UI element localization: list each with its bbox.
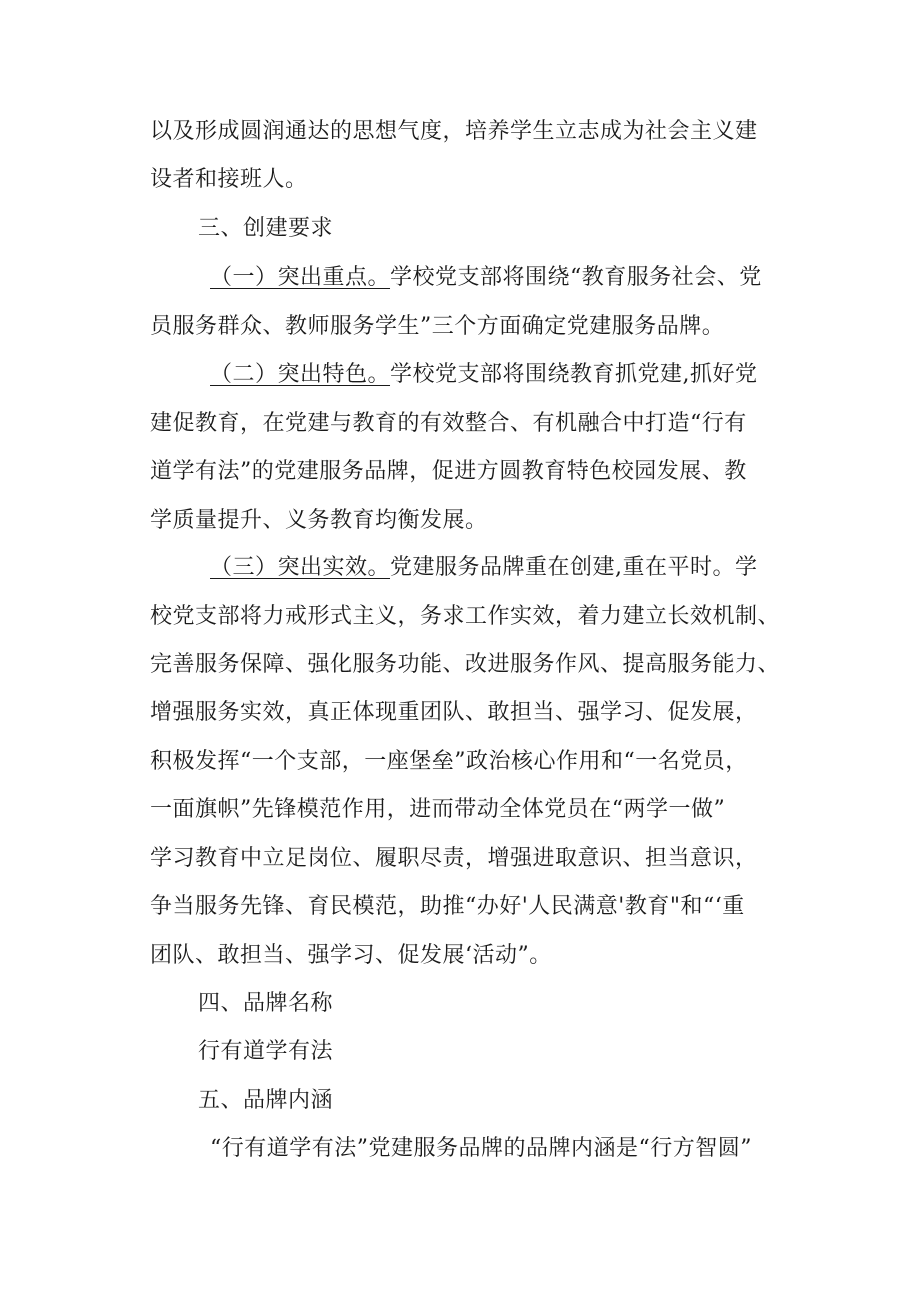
paragraph-text: 党建服务品牌重在创建,重在平时。学 (390, 555, 758, 580)
section-heading-4: 四、品牌名称 (198, 991, 334, 1016)
paragraph-line (210, 361, 758, 389)
paragraph-line: 团队、敢担当、强学习、促发展‘活动”。 (150, 943, 552, 968)
subheading-1: （一）突出重点。 (210, 265, 391, 290)
paragraph-line: 建促教育，在党建与教育的有效整合、有机融合中打造“行有 (150, 411, 747, 436)
paragraph-line (210, 264, 762, 292)
paragraph-line: 校党支部将力戒形式主义，务求工作实效，着力建立长效机制、 (150, 604, 781, 629)
paragraph-line: 完善服务保障、强化服务功能、改进服务作风、提高服务能力、 (150, 652, 781, 677)
paragraph-line: 设者和接班人。 (150, 167, 308, 192)
paragraph-text: 学校党支部将围绕“教育服务社会、党 (390, 265, 762, 290)
paragraph-line: 争当服务先锋、育民模范，助推“办好'人民满意'教育"和“‘重 (150, 894, 745, 919)
paragraph-line: 以及形成圆润通达的思想气度，培养学生立志成为社会主义建 (150, 119, 758, 144)
paragraph-text: 学校党支部将围绕教育抓党建,抓好党 (390, 362, 758, 387)
paragraph-line (210, 554, 758, 582)
paragraph-line: “行有道学有法”党建服务品牌的品牌内涵是“行方智圆” (210, 1136, 752, 1161)
paragraph-line: 积极发挥“一个支部，一座堡垒”政治核心作用和“一名党员， (150, 749, 748, 774)
paragraph-line: 学质量提升、义务教育均衡发展。 (150, 508, 488, 533)
subheading-2: （二）突出特色。 (210, 362, 391, 387)
section-heading-5: 五、品牌内涵 (198, 1088, 334, 1113)
paragraph-line: 道学有法”的党建服务品牌，促进方圆教育特色校园发展、教 (150, 459, 747, 484)
paragraph-line: 增强服务实效，真正体现重团队、敢担当、强学习、促发展， (150, 700, 758, 725)
subheading-3: （三）突出实效。 (210, 555, 391, 580)
section-heading-3: 三、创建要求 (198, 216, 334, 241)
paragraph-line: 学习教育中立足岗位、履职尽责，增强进取意识、担当意识， (150, 846, 758, 871)
paragraph-line: 一面旗帜”先锋模范作用，进而带动全体党员在“两学一做” (150, 797, 726, 822)
brand-name: 行有道学有法 (198, 1039, 334, 1064)
paragraph-line: 员服务群众、教师服务学生”三个方面确定党建服务品牌。 (150, 314, 725, 339)
